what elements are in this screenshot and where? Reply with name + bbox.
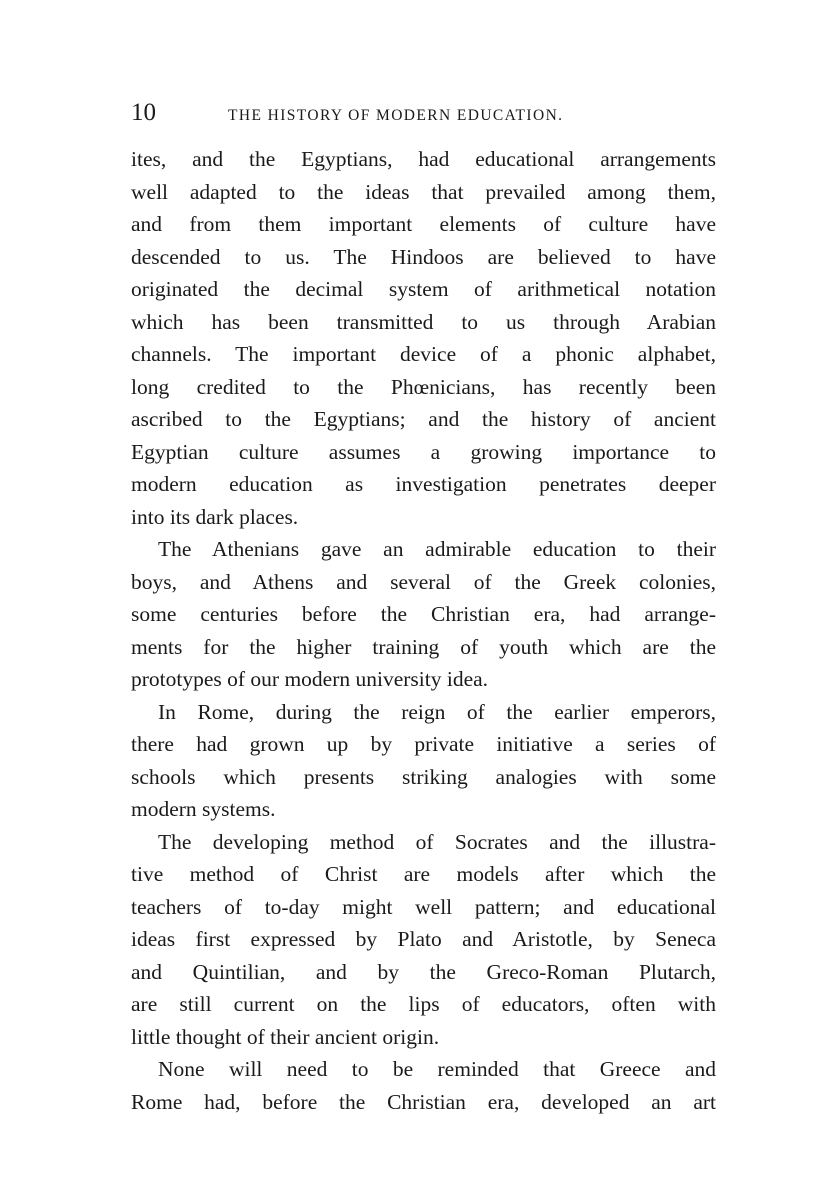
- text-line: and from them important elements of culture have: [131, 212, 716, 236]
- text-line: ites, and the Egyptians, had educational arrangements: [131, 147, 716, 171]
- paragraph: [131, 143, 716, 533]
- running-head-title: THE HISTORY OF MODERN EDUCATION.: [228, 107, 564, 124]
- text-line: boys, and Athens and several of the Greek colonies,: [131, 569, 716, 594]
- text-line: ments for the higher training of youth which are the: [131, 634, 716, 659]
- text-line: In Rome, during the reign of the earlier emperors,: [158, 699, 716, 724]
- paragraph: [131, 533, 716, 696]
- text-line: The Athenians gave an admirable education to their: [158, 537, 716, 561]
- text-line: little thought of their ancient origin.: [131, 1024, 440, 1049]
- text-line: schools which presents striking analogies with some: [131, 764, 716, 789]
- text-line: Rome had, before the Christian era, developed an art: [131, 1089, 716, 1114]
- body-text: [131, 143, 716, 1118]
- paragraph: [131, 1053, 716, 1118]
- text-line: tive method of Christ are models after which the: [131, 862, 716, 886]
- paragraph: [131, 696, 716, 826]
- text-line: modern education as investigation penetrates deeper: [131, 472, 716, 496]
- text-line: are still current on the lips of educators, often with: [131, 992, 716, 1016]
- text-line: and Quintilian, and by the Greco-Roman Plutarch,: [131, 959, 716, 984]
- text-line: channels. The important device of a phonic alphabet,: [131, 342, 716, 366]
- text-line: descended to us. The Hindoos are believed to have: [131, 244, 716, 269]
- paragraph: [131, 826, 716, 1054]
- text-line: some centuries before the Christian era, had arrange-: [131, 602, 716, 626]
- text-line: None will need to be reminded that Greece and: [158, 1057, 716, 1081]
- text-line: teachers of to-day might well pattern; and educational: [131, 894, 716, 919]
- text-line: long credited to the Phœnicians, has recently been: [131, 374, 716, 399]
- text-line: prototypes of our modern university idea.: [131, 667, 489, 691]
- text-line: which has been transmitted to us through Arabian: [131, 309, 716, 334]
- text-line: into its dark places.: [131, 504, 299, 529]
- text-line: ascribed to the Egyptians; and the history of ancient: [131, 407, 716, 431]
- page-number: 10: [131, 99, 156, 126]
- text-line: Egyptian culture assumes a growing importance to: [131, 439, 716, 464]
- text-line: ideas first expressed by Plato and Aristotle, by Seneca: [131, 927, 716, 951]
- text-line: originated the decimal system of arithmetical notation: [131, 277, 716, 301]
- text-line: modern systems.: [131, 797, 276, 821]
- text-line: there had grown up by private initiative a series of: [131, 732, 716, 756]
- text-line: The developing method of Socrates and the illustra-: [158, 829, 716, 854]
- running-head: [131, 96, 716, 136]
- text-line: well adapted to the ideas that prevailed among them,: [131, 179, 716, 204]
